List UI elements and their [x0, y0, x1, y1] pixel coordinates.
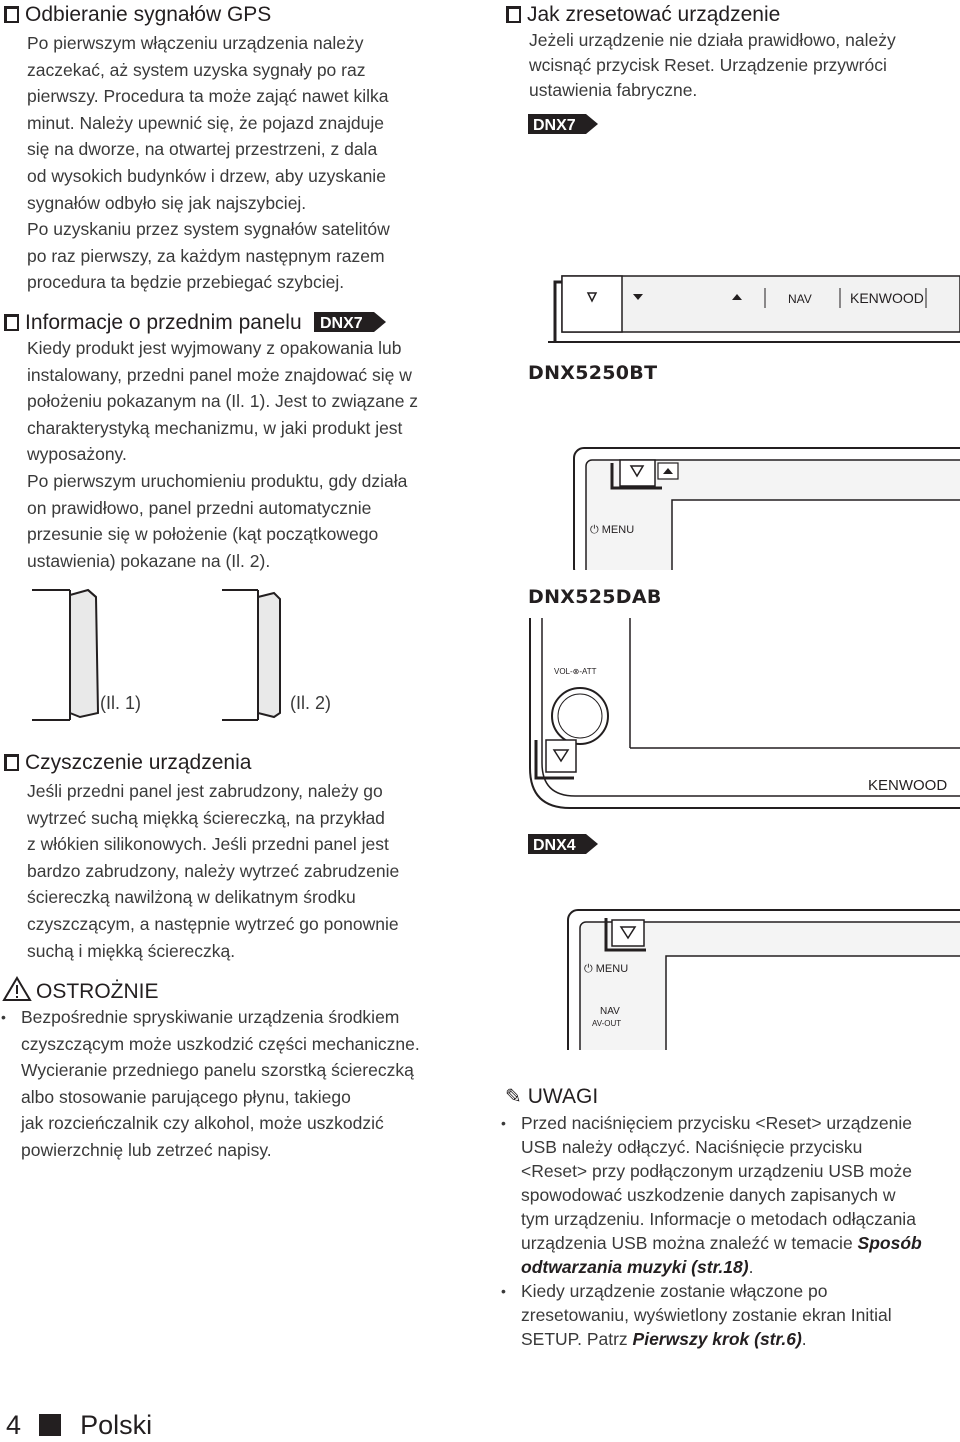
caution-list: [0, 1004, 420, 1164]
text-line: jak rozcieńczalnik czy alkohol, może uszkodzić: [21, 1113, 384, 1134]
notes-heading-text: UWAGI: [527, 1085, 599, 1108]
text-line: albo stosowanie parującego płynu, takiego: [21, 1086, 351, 1107]
menu-button[interactable]: [590, 524, 634, 536]
text-line: on prawidłowo, panel przedni automatycznie: [27, 497, 372, 518]
section-marker-icon: [4, 6, 19, 23]
page-number: 4: [6, 1410, 22, 1440]
cleaning-heading-text: Czyszczenie urządzenia: [25, 751, 252, 774]
text-line: • Przed naciśnięciem przycisku <Reset> urządzenie: [521, 1113, 913, 1133]
text-line: USB należy odłączyć. Naciśnięcie przycisku: [521, 1137, 863, 1157]
nav-button[interactable]: NAV: [600, 1006, 620, 1017]
text-line: Po uzyskaniu przez system sygnałów satelitów: [27, 219, 390, 240]
text-line: Wycieranie przedniego panelu szorstką ściereczką: [21, 1060, 414, 1081]
dnx7-device-illustration: [540, 262, 960, 344]
dnx7-brand-label: KENWOOD: [850, 290, 924, 306]
gps-body: [27, 30, 390, 296]
text-line: Kiedy produkt jest wyjmowany z opakowania lub: [27, 338, 402, 358]
section-marker-icon: [4, 314, 19, 331]
text-line: pierwszy. Procedura ta może zająć nawet kilka: [27, 86, 389, 107]
model-dnx5250bt: DNX5250BT: [528, 362, 658, 384]
text-line: ściereczką nawilżoną w delikatnym środku: [27, 887, 356, 908]
fig1-panel-tilted: [32, 590, 98, 720]
text-line: czyszczącym, a następnie wytrzeć go ponownie: [27, 913, 399, 934]
text-line: minut. Należy upewnić się, że pojazd znajduje: [27, 112, 384, 133]
text-line: Jeżeli urządzenie nie działa prawidłowo, należy: [529, 30, 896, 50]
link-reference[interactable]: Sposób: [857, 1233, 922, 1253]
text-line: instalowany, przedni panel może znajdować się w: [27, 364, 412, 385]
dnx5250bt-device-illustration: [572, 438, 960, 570]
text-line: ustawienia fabryczne.: [529, 80, 698, 100]
cleaning-body: [27, 778, 399, 964]
dnx7-model-badge-label: DNX7: [533, 117, 576, 134]
fig1-caption: (Il. 1): [100, 693, 142, 713]
text-line: zresetowaniu, wyświetlony zostanie ekran Initial: [521, 1305, 892, 1325]
text-line: [521, 1231, 922, 1255]
dnx7-badge: [314, 312, 386, 332]
power-icon: ⏻: [590, 524, 602, 536]
text-span: SETUP. Patrz: [521, 1329, 633, 1349]
av-out-label: AV-OUT: [592, 1019, 622, 1028]
fig2-panel-upright: [222, 590, 280, 720]
text-line: procedura ta będzie przebiegać szybciej.: [27, 272, 345, 293]
text-line: przesunie się w położenie (kąt początkowego: [27, 524, 379, 545]
text-line: [521, 1255, 922, 1279]
text-line: od wysokich budynków i drzew, aby uzyskanie: [27, 165, 386, 186]
text-line: charakterystyką mechanizmu, w jaki produkt jest: [27, 417, 403, 438]
model-dnx525dab: DNX525DAB: [528, 586, 662, 608]
text-line: <Reset> przy podłączonym urządzeniu USB może: [521, 1161, 913, 1181]
text-span: urządzenia USB można znaleźć w temacie: [521, 1233, 858, 1253]
reset-button[interactable]: [546, 740, 576, 772]
text-line: sygnałów odbyło się jak najszybciej.: [27, 192, 307, 213]
volume-knob[interactable]: [552, 688, 608, 744]
text-line: wytrzeć suchą miękką ściereczką, na przykład: [27, 807, 385, 828]
dnx525dab-device-illustration: [520, 618, 960, 814]
front-panel-heading: [4, 310, 386, 336]
warning-triangle-icon: [2, 976, 32, 1002]
section-marker-icon: [4, 754, 19, 771]
dab-brand-label: KENWOOD: [868, 777, 948, 794]
vol-att-label: VOL-⊗-ATT: [554, 667, 597, 676]
section-marker-icon: [506, 6, 521, 23]
text-line: ustawienia) pokazane na (Il. 2).: [27, 550, 271, 571]
text-line: Po pierwszym uruchomieniu produktu, gdy działa: [27, 470, 408, 491]
text-line: położeniu pokazanym na (Il. 1). Jest to związane z: [27, 391, 419, 412]
pencil-icon: ✎: [505, 1086, 522, 1108]
text-line: po raz pierwszy, za każdym następnym razem: [27, 245, 385, 266]
text-line: suchą i miękką ściereczką.: [27, 940, 236, 961]
dnx4-device-illustration: [566, 904, 960, 1050]
text-line: • Kiedy urządzenie zostanie włączone po: [521, 1281, 828, 1301]
menu-label: MENU: [601, 524, 635, 536]
dnx4-model-badge: [528, 834, 598, 854]
menu-label: MENU: [595, 963, 629, 975]
reset-heading: [506, 2, 780, 28]
dnx4-model-badge-label: DNX4: [533, 837, 576, 854]
dnx7-badge-label: DNX7: [319, 315, 363, 332]
footer-square-icon: [39, 1414, 61, 1436]
text-line: bardzo zabrudzony, należy wytrzeć zabrudzenie: [27, 860, 400, 881]
note-item: [500, 1111, 922, 1279]
reset-button[interactable]: [620, 460, 655, 486]
gps-heading: [4, 2, 271, 28]
text-line: wyposażony.: [27, 444, 127, 465]
caution-heading-text: OSTROŻNIE: [36, 980, 159, 1003]
text-line: • Bezpośrednie spryskiwanie urządzenia środkiem: [21, 1007, 400, 1027]
notes-heading: [505, 1084, 598, 1110]
dnx7-model-badge: [528, 114, 598, 134]
front-panel-body: [27, 335, 418, 574]
reset-heading-text: Jak zresetować urządzenie: [527, 3, 781, 26]
reset-button[interactable]: [612, 920, 644, 946]
text-line: tym urządzeniu. Informacje o metodach odłączania: [521, 1209, 916, 1229]
text-line: wcisnąć przycisk Reset. Urządzenie przywróci: [529, 55, 887, 75]
text-span: .: [748, 1257, 754, 1277]
text-line: spowodować uszkodzenie danych zapisanych w: [521, 1185, 896, 1205]
text-line: [521, 1327, 922, 1351]
text-line: się na dworze, na otwartej przestrzeni, z dala: [27, 139, 378, 160]
link-reference[interactable]: Pierwszy krok (str.6): [632, 1329, 802, 1349]
menu-button[interactable]: [584, 963, 628, 975]
cleaning-heading: [4, 750, 251, 776]
footer-language: Polski: [80, 1410, 153, 1440]
power-icon: ⏻: [584, 963, 596, 975]
link-reference[interactable]: odtwarzania muzyki (str.18): [521, 1257, 749, 1277]
text-line: zaczekać, aż system uzyska sygnały po raz: [27, 59, 366, 80]
page-footer: [6, 1408, 152, 1442]
dnx7-nav-label: NAV: [788, 292, 812, 306]
reset-body: [529, 28, 896, 103]
fig2-caption: (Il. 2): [290, 693, 332, 713]
text-line: Jeśli przedni panel jest zabrudzony, należy go: [27, 781, 383, 801]
notes-list: [500, 1111, 922, 1351]
caution-item: [0, 1004, 420, 1164]
text-line: z włókien silikonowych. Jeśli przedni panel jest: [27, 834, 389, 855]
gps-heading-text: Odbieranie sygnałów GPS: [25, 3, 272, 26]
text-span: .: [801, 1329, 807, 1349]
note-item: [500, 1279, 922, 1351]
front-panel-heading-text: Informacje o przednim panelu: [25, 311, 302, 334]
text-line: czyszczącym może uszkodzić części mechaniczne.: [21, 1033, 420, 1054]
caution-heading: [2, 976, 159, 1005]
text-line: Po pierwszym włączeniu urządzenia należy: [27, 33, 364, 53]
text-line: powierzchnię lub zetrzeć napisy.: [21, 1139, 272, 1160]
